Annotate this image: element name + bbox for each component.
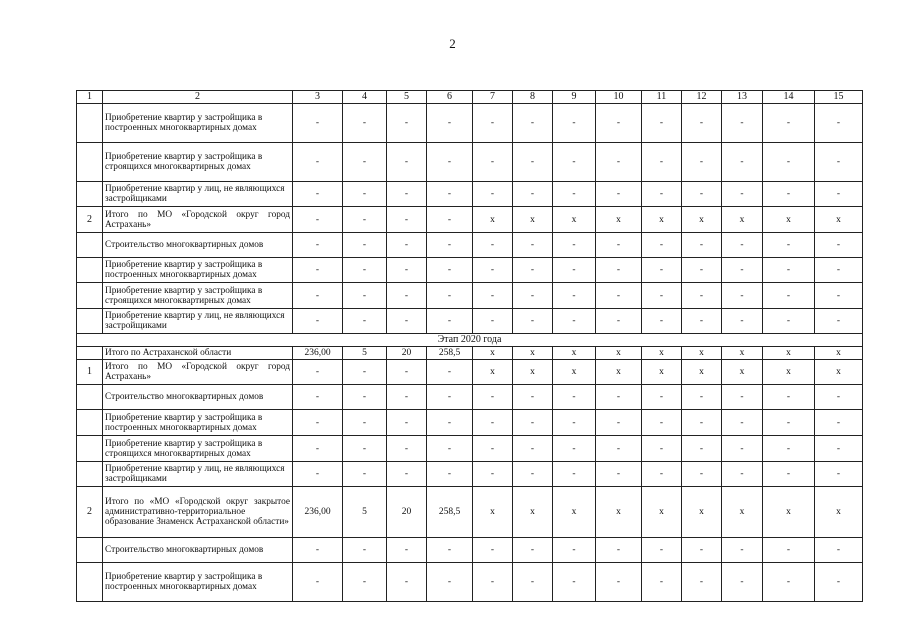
table-cell: - xyxy=(722,538,763,563)
table-cell: - xyxy=(596,143,642,182)
table-row xyxy=(77,309,863,334)
table-cell: - xyxy=(763,385,815,410)
table-cell: x xyxy=(722,487,763,538)
table-cell: - xyxy=(596,385,642,410)
table-cell: - xyxy=(596,233,642,258)
table-cell: - xyxy=(763,233,815,258)
table-cell: - xyxy=(387,410,427,436)
table-cell: - xyxy=(387,538,427,563)
row-name: Приобретение квартир у застройщика в построенных многоквартирных домах xyxy=(103,563,293,602)
table-cell: - xyxy=(722,182,763,207)
table-cell: x xyxy=(596,360,642,385)
table-cell: - xyxy=(815,462,863,487)
table-cell: - xyxy=(513,436,553,462)
table-cell: - xyxy=(387,436,427,462)
table-cell: - xyxy=(473,462,513,487)
row-index xyxy=(77,143,103,182)
table-cell: x xyxy=(642,347,682,360)
table-cell: - xyxy=(682,538,722,563)
table-cell: - xyxy=(293,207,343,233)
table-row xyxy=(77,347,863,360)
row-index xyxy=(77,410,103,436)
row-name: Приобретение квартир у застройщика в построенных многоквартирных домах xyxy=(103,104,293,143)
row-index: 2 xyxy=(77,207,103,233)
table-cell: - xyxy=(553,462,596,487)
table-cell: - xyxy=(642,462,682,487)
row-name: Строительство многоквартирных домов xyxy=(103,538,293,563)
row-index xyxy=(77,233,103,258)
table-cell: - xyxy=(473,410,513,436)
table-cell: - xyxy=(682,104,722,143)
table-cell: - xyxy=(815,258,863,283)
table-cell: - xyxy=(387,182,427,207)
table-cell: - xyxy=(642,283,682,309)
table-row xyxy=(77,487,863,538)
table-cell: x xyxy=(513,207,553,233)
table-cell: - xyxy=(343,385,387,410)
table-cell: - xyxy=(642,538,682,563)
table-cell: - xyxy=(427,309,473,334)
table-cell: - xyxy=(642,143,682,182)
table-cell: 236,00 xyxy=(293,487,343,538)
table-cell: 5 xyxy=(343,487,387,538)
table-cell: x xyxy=(682,347,722,360)
table-row xyxy=(77,385,863,410)
table-cell: - xyxy=(596,309,642,334)
table-cell: - xyxy=(596,182,642,207)
table-cell: x xyxy=(596,487,642,538)
table-cell: - xyxy=(513,309,553,334)
table-cell: - xyxy=(815,436,863,462)
table-cell: - xyxy=(642,563,682,602)
table-cell: - xyxy=(513,233,553,258)
table-cell: x xyxy=(682,207,722,233)
table-cell: - xyxy=(815,563,863,602)
column-header: 14 xyxy=(763,91,815,104)
table-cell: - xyxy=(473,233,513,258)
table-cell: - xyxy=(642,233,682,258)
table-cell: - xyxy=(763,563,815,602)
table-cell: - xyxy=(763,538,815,563)
table-cell: - xyxy=(722,283,763,309)
table-cell: - xyxy=(427,538,473,563)
table-row xyxy=(77,410,863,436)
column-header: 2 xyxy=(103,91,293,104)
table-cell: x xyxy=(553,207,596,233)
table-row xyxy=(77,283,863,309)
table-cell: - xyxy=(427,360,473,385)
table-cell: - xyxy=(596,538,642,563)
table-cell: - xyxy=(513,385,553,410)
table-cell: - xyxy=(682,436,722,462)
table-cell: 236,00 xyxy=(293,347,343,360)
table-cell: - xyxy=(293,462,343,487)
table-row xyxy=(77,563,863,602)
table-cell: - xyxy=(596,104,642,143)
table-cell: 20 xyxy=(387,487,427,538)
table-cell: - xyxy=(473,436,513,462)
table-cell: - xyxy=(553,538,596,563)
table-cell: - xyxy=(553,233,596,258)
stage-row xyxy=(77,334,863,347)
table-cell: - xyxy=(387,258,427,283)
table-cell: - xyxy=(642,104,682,143)
table-cell: - xyxy=(596,283,642,309)
table-cell: x xyxy=(815,207,863,233)
table-cell: - xyxy=(642,258,682,283)
table-cell: - xyxy=(293,143,343,182)
table-header-row xyxy=(77,91,863,104)
table-cell: - xyxy=(815,410,863,436)
table-cell: - xyxy=(387,385,427,410)
table-cell: - xyxy=(427,207,473,233)
table-cell: - xyxy=(763,436,815,462)
table-cell: - xyxy=(553,563,596,602)
table-cell: - xyxy=(293,563,343,602)
table-cell: - xyxy=(427,258,473,283)
table-cell: - xyxy=(387,462,427,487)
table-cell: x xyxy=(763,360,815,385)
table-cell: - xyxy=(722,309,763,334)
table-cell: - xyxy=(722,436,763,462)
table-cell: - xyxy=(343,182,387,207)
table-cell: x xyxy=(513,360,553,385)
table-cell: - xyxy=(427,385,473,410)
row-index xyxy=(77,385,103,410)
row-name: Приобретение квартир у застройщика в построенных многоквартирных домах xyxy=(103,258,293,283)
table-cell: - xyxy=(513,410,553,436)
table-cell: x xyxy=(513,347,553,360)
table-cell: - xyxy=(722,410,763,436)
table-cell: - xyxy=(343,563,387,602)
table-cell: - xyxy=(596,462,642,487)
table-cell: - xyxy=(553,283,596,309)
row-index xyxy=(77,104,103,143)
table-cell: - xyxy=(293,258,343,283)
table-cell: x xyxy=(815,487,863,538)
table-row xyxy=(77,233,863,258)
column-header: 7 xyxy=(473,91,513,104)
table-cell: - xyxy=(343,538,387,563)
table-cell: - xyxy=(682,563,722,602)
row-index: 2 xyxy=(77,487,103,538)
table-cell: - xyxy=(513,538,553,563)
table-cell: - xyxy=(427,233,473,258)
table-cell: - xyxy=(553,258,596,283)
table-cell: - xyxy=(427,283,473,309)
table-cell: - xyxy=(763,104,815,143)
table-cell: - xyxy=(293,385,343,410)
table-cell: - xyxy=(553,385,596,410)
table-cell: - xyxy=(553,410,596,436)
table-cell: x xyxy=(815,360,863,385)
table-cell: - xyxy=(473,143,513,182)
table-cell: - xyxy=(722,563,763,602)
column-header: 12 xyxy=(682,91,722,104)
table-cell: - xyxy=(427,462,473,487)
table-cell: - xyxy=(722,462,763,487)
table-cell: - xyxy=(553,104,596,143)
table-cell: - xyxy=(763,182,815,207)
table-cell: - xyxy=(763,462,815,487)
table-cell: - xyxy=(387,233,427,258)
table-cell: - xyxy=(815,143,863,182)
table-cell: - xyxy=(815,538,863,563)
column-header: 9 xyxy=(553,91,596,104)
table-cell: - xyxy=(293,360,343,385)
table-cell: - xyxy=(343,207,387,233)
row-name: Приобретение квартир у застройщика в построенных многоквартирных домах xyxy=(103,410,293,436)
table-cell: x xyxy=(553,347,596,360)
column-header: 5 xyxy=(387,91,427,104)
table-cell: - xyxy=(293,233,343,258)
table-cell: - xyxy=(722,143,763,182)
table-cell: - xyxy=(427,104,473,143)
table-cell: - xyxy=(682,410,722,436)
row-name: Итого по «МО «Городской округ закрытое административно-территориальное образование Знаменск Астраханской области» xyxy=(103,487,293,538)
table-row xyxy=(77,538,863,563)
table-cell: x xyxy=(642,487,682,538)
table-cell: x xyxy=(473,360,513,385)
table-cell: x xyxy=(473,347,513,360)
table-cell: x xyxy=(722,207,763,233)
table-cell: - xyxy=(473,538,513,563)
table-body xyxy=(77,91,863,602)
table-cell: - xyxy=(343,143,387,182)
table-cell: - xyxy=(642,436,682,462)
row-name: Приобретение квартир у лиц, не являющихся застройщиками xyxy=(103,309,293,334)
table-cell: x xyxy=(642,360,682,385)
table-row xyxy=(77,207,863,233)
column-header: 1 xyxy=(77,91,103,104)
table-cell: - xyxy=(387,563,427,602)
table-row xyxy=(77,462,863,487)
table-cell: x xyxy=(473,487,513,538)
table-cell: - xyxy=(722,258,763,283)
table-row xyxy=(77,436,863,462)
table-cell: - xyxy=(596,436,642,462)
table-cell: x xyxy=(473,207,513,233)
table-cell: - xyxy=(682,143,722,182)
table-cell: - xyxy=(387,207,427,233)
table-cell: - xyxy=(596,563,642,602)
table-cell: - xyxy=(473,104,513,143)
row-name: Приобретение квартир у застройщика в строящихся многоквартирных домах xyxy=(103,283,293,309)
table-cell: - xyxy=(387,104,427,143)
column-header: 6 xyxy=(427,91,473,104)
table-cell: - xyxy=(763,410,815,436)
table-cell: - xyxy=(387,143,427,182)
table-cell: - xyxy=(473,309,513,334)
table-cell: x xyxy=(682,487,722,538)
table-cell: x xyxy=(642,207,682,233)
row-index xyxy=(77,182,103,207)
table-cell: - xyxy=(387,360,427,385)
row-name: Приобретение квартир у лиц, не являющихся застройщиками xyxy=(103,462,293,487)
table-cell: x xyxy=(596,207,642,233)
table-cell: - xyxy=(596,410,642,436)
table-cell: - xyxy=(427,143,473,182)
table-cell: - xyxy=(815,309,863,334)
row-name: Приобретение квартир у лиц, не являющихся застройщиками xyxy=(103,182,293,207)
table-cell: 258,5 xyxy=(427,487,473,538)
table-cell: x xyxy=(596,347,642,360)
table-cell: - xyxy=(293,309,343,334)
table-cell: - xyxy=(513,462,553,487)
table-cell: - xyxy=(343,233,387,258)
row-name: Строительство многоквартирных домов xyxy=(103,233,293,258)
table-cell: - xyxy=(722,104,763,143)
table-cell: - xyxy=(682,258,722,283)
table-cell: - xyxy=(293,410,343,436)
table-cell: - xyxy=(722,385,763,410)
table-cell: - xyxy=(343,309,387,334)
table-cell: - xyxy=(293,182,343,207)
table-cell: - xyxy=(343,436,387,462)
table-cell: x xyxy=(763,207,815,233)
table-cell: - xyxy=(473,283,513,309)
table-cell: - xyxy=(815,182,863,207)
table-cell: - xyxy=(682,385,722,410)
row-index xyxy=(77,436,103,462)
table-cell: - xyxy=(682,233,722,258)
table-cell: x xyxy=(513,487,553,538)
row-index xyxy=(77,283,103,309)
row-index xyxy=(77,309,103,334)
table-row xyxy=(77,360,863,385)
row-index xyxy=(77,258,103,283)
table-cell: x xyxy=(553,487,596,538)
table-cell: - xyxy=(343,258,387,283)
table-cell: - xyxy=(553,182,596,207)
table-cell: - xyxy=(473,563,513,602)
table-cell: - xyxy=(343,360,387,385)
table-cell: - xyxy=(293,283,343,309)
table-cell: - xyxy=(513,563,553,602)
table-cell: - xyxy=(513,182,553,207)
table-cell: - xyxy=(682,462,722,487)
table-cell: - xyxy=(513,283,553,309)
table-cell: - xyxy=(387,283,427,309)
table-cell: - xyxy=(642,309,682,334)
row-index xyxy=(77,347,103,360)
table-cell: x xyxy=(722,347,763,360)
column-header: 13 xyxy=(722,91,763,104)
table-cell: - xyxy=(815,283,863,309)
row-name: Приобретение квартир у застройщика в строящихся многоквартирных домах xyxy=(103,143,293,182)
table-cell: - xyxy=(642,410,682,436)
table-cell: - xyxy=(682,309,722,334)
table-cell: - xyxy=(596,258,642,283)
table-cell: - xyxy=(642,182,682,207)
table-cell: - xyxy=(427,182,473,207)
row-name: Итого по МО «Городской округ город Астрахань» xyxy=(103,207,293,233)
table-cell: 258,5 xyxy=(427,347,473,360)
table-cell: - xyxy=(343,283,387,309)
table-row xyxy=(77,182,863,207)
row-index xyxy=(77,462,103,487)
table-cell: - xyxy=(387,309,427,334)
table-cell: x xyxy=(553,360,596,385)
table-cell: - xyxy=(763,283,815,309)
column-header: 10 xyxy=(596,91,642,104)
column-header: 4 xyxy=(343,91,387,104)
row-index xyxy=(77,538,103,563)
table-cell: - xyxy=(473,385,513,410)
table-cell: - xyxy=(343,104,387,143)
table-cell: x xyxy=(763,487,815,538)
table-row xyxy=(77,143,863,182)
table-cell: - xyxy=(553,143,596,182)
table-cell: - xyxy=(427,436,473,462)
table-row xyxy=(77,258,863,283)
column-header: 11 xyxy=(642,91,682,104)
table-cell: - xyxy=(815,104,863,143)
row-index xyxy=(77,563,103,602)
table-cell: - xyxy=(513,104,553,143)
row-name: Итого по Астраханской области xyxy=(103,347,293,360)
column-header: 15 xyxy=(815,91,863,104)
table-cell: x xyxy=(682,360,722,385)
table-cell: - xyxy=(293,538,343,563)
column-header: 3 xyxy=(293,91,343,104)
table-cell: - xyxy=(763,258,815,283)
table-cell: - xyxy=(513,143,553,182)
column-header: 8 xyxy=(513,91,553,104)
table-cell: 20 xyxy=(387,347,427,360)
table-cell: - xyxy=(293,436,343,462)
table-cell: x xyxy=(763,347,815,360)
table-cell: - xyxy=(722,233,763,258)
data-table xyxy=(76,90,863,602)
table-cell: - xyxy=(513,258,553,283)
table-cell: - xyxy=(682,182,722,207)
table-cell: - xyxy=(553,436,596,462)
table-cell: 5 xyxy=(343,347,387,360)
table-cell: - xyxy=(815,385,863,410)
table-cell: - xyxy=(293,104,343,143)
table-row xyxy=(77,104,863,143)
table-cell: x xyxy=(815,347,863,360)
row-name: Приобретение квартир у застройщика в строящихся многоквартирных домах xyxy=(103,436,293,462)
table-cell: - xyxy=(473,258,513,283)
row-name: Строительство многоквартирных домов xyxy=(103,385,293,410)
page-number: 2 xyxy=(449,36,456,51)
table-cell: - xyxy=(553,309,596,334)
table-cell: - xyxy=(815,233,863,258)
table-cell: - xyxy=(682,283,722,309)
table-cell: - xyxy=(343,410,387,436)
table-cell: x xyxy=(722,360,763,385)
row-name: Итого по МО «Городской округ город Астрахань» xyxy=(103,360,293,385)
table-cell: - xyxy=(473,182,513,207)
table-cell: - xyxy=(763,143,815,182)
row-index: 1 xyxy=(77,360,103,385)
table-cell: - xyxy=(763,309,815,334)
table-cell: - xyxy=(427,410,473,436)
table-cell: - xyxy=(642,385,682,410)
stage-label: Этап 2020 года xyxy=(77,334,863,347)
table-cell: - xyxy=(343,462,387,487)
table-cell: - xyxy=(427,563,473,602)
